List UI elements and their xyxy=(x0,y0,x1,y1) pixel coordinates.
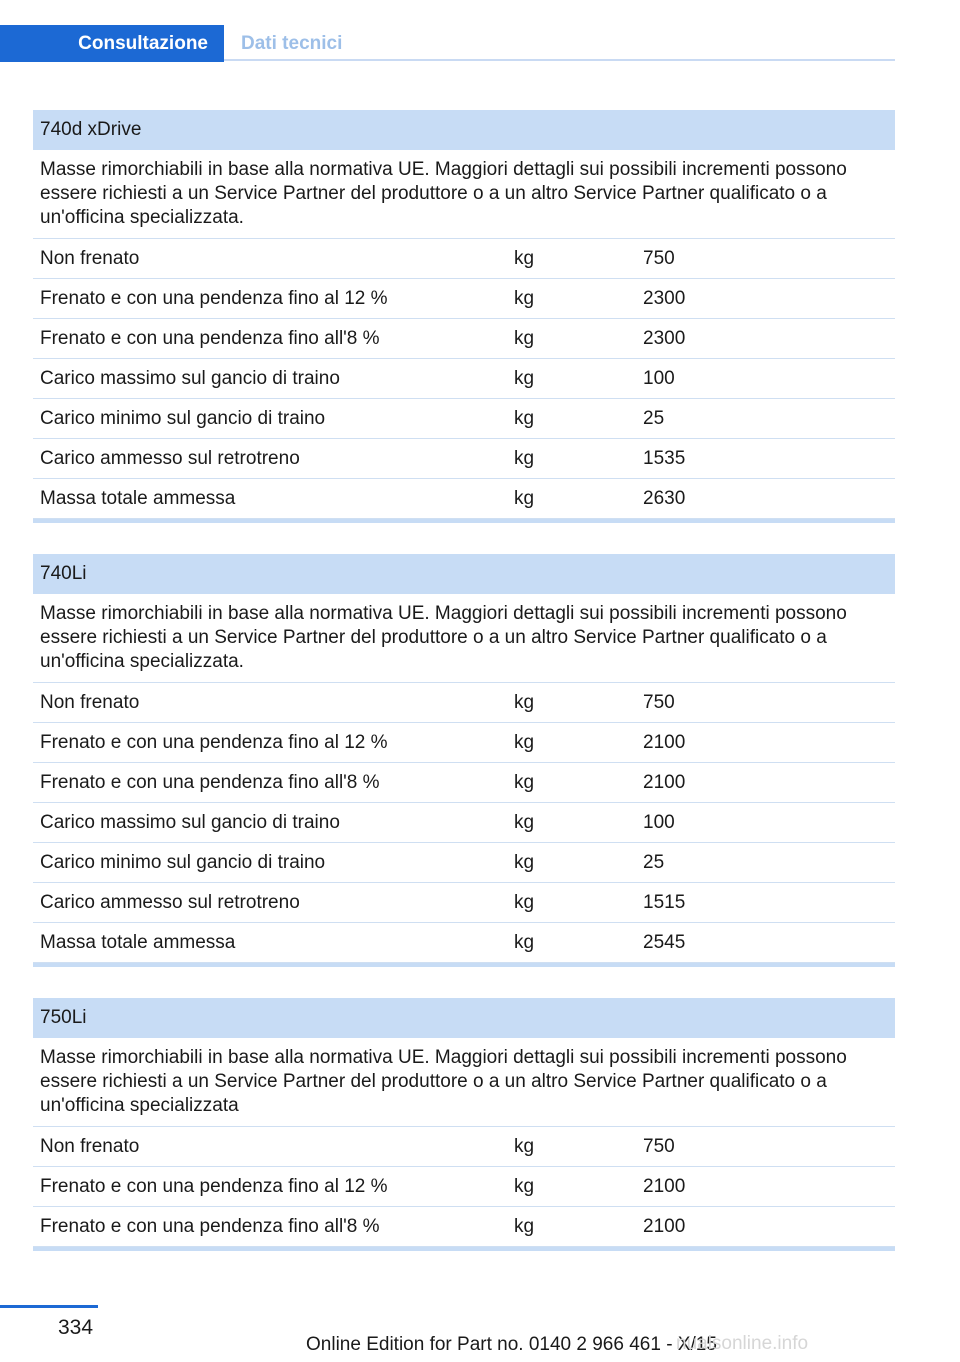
row-unit: kg xyxy=(514,772,535,793)
edition-note: Online Edition for Part no. 0140 2 966 461 - X/15 xyxy=(306,1334,717,1355)
row-value: 100 xyxy=(643,368,675,389)
row-unit: kg xyxy=(514,892,535,913)
row-unit: kg xyxy=(514,408,535,429)
row-value: 25 xyxy=(643,408,665,429)
row-label: Frenato e con una pendenza fino al 12 % xyxy=(40,288,388,309)
row-value: 2100 xyxy=(643,772,686,793)
table-row xyxy=(33,239,895,279)
row-label: Frenato e con una pendenza fino all'8 % xyxy=(40,328,380,349)
row-label: Carico massimo sul gancio di traino xyxy=(40,812,340,833)
spec-table-740d-xdrive xyxy=(33,110,895,523)
row-label: Frenato e con una pendenza fino al 12 % xyxy=(40,732,388,753)
row-value: 750 xyxy=(643,692,675,713)
row-label: Carico minimo sul gancio di traino xyxy=(40,408,326,429)
table-row xyxy=(33,843,895,883)
model-heading: 740Li xyxy=(33,554,895,594)
table-row xyxy=(33,1167,895,1207)
row-value: 1515 xyxy=(643,892,686,913)
row-label: Frenato e con una pendenza fino all'8 % xyxy=(40,772,380,793)
row-unit: kg xyxy=(514,448,535,469)
watermark-text: nualsonline.info xyxy=(676,1333,809,1354)
row-label: Frenato e con una pendenza fino all'8 % xyxy=(40,1216,380,1237)
row-value: 2300 xyxy=(643,288,686,309)
table-row xyxy=(33,683,895,723)
row-value: 2100 xyxy=(643,732,686,753)
row-label: Non frenato xyxy=(40,1136,140,1157)
row-label: Carico ammesso sul retrotreno xyxy=(40,448,300,469)
tab-consultazione[interactable]: Consultazione xyxy=(0,25,224,62)
row-unit: kg xyxy=(514,1136,535,1157)
table-row xyxy=(33,319,895,359)
row-unit: kg xyxy=(514,248,535,269)
row-label: Non frenato xyxy=(40,248,140,269)
row-label: Carico massimo sul gancio di traino xyxy=(40,368,340,389)
row-value: 2100 xyxy=(643,1216,686,1237)
table-note: Masse rimorchiabili in base alla normativa UE. Maggiori dettagli sui possibili incrementi possono essere richiesti a un Service Partner del produttore o a un altro Service Partner qualificato o a un'officina specializzata xyxy=(33,1038,895,1127)
row-value: 2545 xyxy=(643,932,686,953)
table-row xyxy=(33,399,895,439)
row-value: 2100 xyxy=(643,1176,686,1197)
row-unit: kg xyxy=(514,1176,535,1197)
row-value: 750 xyxy=(643,248,675,269)
table-row xyxy=(33,479,895,519)
row-label: Massa totale ammessa xyxy=(40,488,236,509)
row-unit: kg xyxy=(514,932,535,953)
table-note: Masse rimorchiabili in base alla normativa UE. Maggiori dettagli sui possibili incrementi possono essere richiesti a un Service Partner del produttore o a un altro Service Partner qualificato o a un'officina specializzata. xyxy=(33,594,895,683)
row-unit: kg xyxy=(514,1216,535,1237)
table-row xyxy=(33,439,895,479)
row-value: 2630 xyxy=(643,488,686,509)
row-value: 750 xyxy=(643,1136,675,1157)
tab-dati-tecnici[interactable]: Dati tecnici xyxy=(241,33,343,54)
table-row xyxy=(33,763,895,803)
row-unit: kg xyxy=(514,692,535,713)
table-row xyxy=(33,803,895,843)
table-note: Masse rimorchiabili in base alla normativa UE. Maggiori dettagli sui possibili incrementi possono essere richiesti a un Service Partner del produttore o a un altro Service Partner qualificato o a un'officina specializzata. xyxy=(33,150,895,239)
footer-accent-bar xyxy=(0,1305,98,1308)
row-label: Non frenato xyxy=(40,692,140,713)
model-heading: 750Li xyxy=(33,998,895,1038)
row-label: Massa totale ammessa xyxy=(40,932,236,953)
spec-table-740li xyxy=(33,554,895,967)
row-unit: kg xyxy=(514,732,535,753)
model-heading: 740d xDrive xyxy=(33,110,895,150)
row-value: 1535 xyxy=(643,448,686,469)
row-label: Frenato e con una pendenza fino al 12 % xyxy=(40,1176,388,1197)
table-row xyxy=(33,1127,895,1167)
table-row xyxy=(33,883,895,923)
table-row xyxy=(33,723,895,763)
row-value: 25 xyxy=(643,852,665,873)
row-unit: kg xyxy=(514,288,535,309)
table-row xyxy=(33,923,895,963)
table-row xyxy=(33,359,895,399)
row-unit: kg xyxy=(514,488,535,509)
row-unit: kg xyxy=(514,328,535,349)
row-value: 2300 xyxy=(643,328,686,349)
table-row xyxy=(33,1207,895,1247)
row-unit: kg xyxy=(514,368,535,389)
header xyxy=(0,25,895,62)
row-label: Carico ammesso sul retrotreno xyxy=(40,892,300,913)
spec-table-750li xyxy=(33,998,895,1251)
row-value: 100 xyxy=(643,812,675,833)
page-number: 334 xyxy=(58,1316,94,1339)
row-label: Carico minimo sul gancio di traino xyxy=(40,852,326,873)
header-divider xyxy=(224,59,895,61)
row-unit: kg xyxy=(514,852,535,873)
table-row xyxy=(33,279,895,319)
row-unit: kg xyxy=(514,812,535,833)
